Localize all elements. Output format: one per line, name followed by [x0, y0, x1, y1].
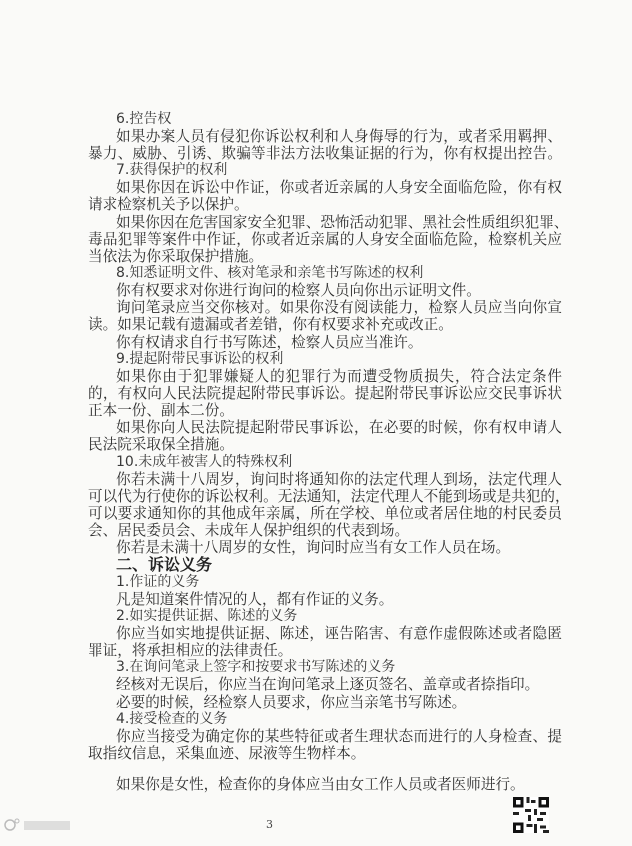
paragraph-line: 如果你是女性，检查你的身体应当由女工作人员或者医师进行。 — [116, 776, 525, 793]
paragraph-line: 如果办案人员有侵犯你诉讼权利和人身侮辱的行为，或者采用羁押、 — [116, 128, 562, 145]
paragraph-line: 可以代为行使你的诉讼权利。无法通知，法定代理人不能到场或是共犯的， — [88, 488, 570, 505]
paragraph-line: 会、居民委员会、未成年人保护组织的代表到场。 — [88, 522, 410, 539]
paragraph-line: 如果你向人民法院提起附带民事诉讼，在必要的时候，你有权申请人 — [116, 419, 562, 436]
chapter-heading: 二、诉讼义务 — [116, 555, 213, 574]
paragraph-line: 你若是未满十八周岁的女性，询问时应当有女工作人员在场。 — [116, 539, 511, 556]
paragraph-line: 必要的时候，经检察人员要求，你应当亲笔书写陈述。 — [116, 694, 467, 711]
paragraph-line: 如果你由于犯罪嫌疑人的犯罪行为而遭受物质损失，符合法定条件 — [116, 368, 562, 385]
paragraph-line: 读。如果记载有遗漏或者差错，你有权要求补充或改正。 — [88, 316, 453, 333]
paragraph-line: 你有权要求对你进行询问的检察人员向你出示证明文件。 — [116, 282, 481, 299]
section-heading: 7.获得保护的权利 — [116, 162, 228, 178]
paragraph-line: 暴力、威胁、引诱、欺骗等非法方法收集证据的行为，你有权提出控告。 — [88, 145, 562, 162]
section-heading: 8.知悉证明文件、核对笔录和亲笔书写陈述的权利 — [116, 265, 424, 281]
paragraph-line: 经核对无误后，你应当在询问笔录上逐页签名、盖章或者捺指印。 — [116, 676, 540, 693]
section-heading: 9.提起附带民事诉讼的权利 — [116, 351, 284, 367]
paragraph-line: 请求检察机关予以保护。 — [88, 196, 249, 213]
section-heading: 1.作证的义务 — [116, 574, 200, 590]
paragraph-line: 你应当接受为确定你的某些特征或者生理状态而进行的人身检查、提 — [116, 728, 562, 745]
qr-code-icon — [513, 797, 549, 833]
paragraph-line: 正本一份、副本二份。 — [88, 402, 234, 419]
paragraph-line: 你有权请求自行书写陈述，检察人员应当准许。 — [116, 334, 423, 351]
page-number: 3 — [266, 818, 273, 831]
paragraph-line: 取指纹信息，采集血迹、尿液等生物样本。 — [88, 745, 366, 762]
paragraph-line: 凡是知道案件情况的人，都有作证的义务。 — [116, 591, 394, 608]
section-heading: 10.未成年被害人的特殊权利 — [116, 454, 293, 470]
paragraph-line: 询问笔录应当交你核对。如果你没有阅读能力，检察人员应当向你宣 — [116, 299, 562, 316]
section-heading: 6.控告权 — [116, 111, 172, 127]
paragraph-line: 如果你因在诉讼中作证，你或者近亲属的人身安全面临危险，你有权 — [116, 179, 562, 196]
paragraph-line: 当依法为你采取保护措施。 — [88, 248, 264, 265]
section-heading: 3.在询问笔录上签字和按要求书写陈述的义务 — [116, 659, 396, 675]
watermark-logo-icon — [4, 817, 74, 833]
paragraph-line: 罪证，将承担相应的法律责任。 — [88, 642, 293, 659]
paragraph-line: 的，有权向人民法院提起附带民事诉讼。提起附带民事诉讼应交民事诉状 — [88, 385, 562, 402]
paragraph-line: 如果你因在危害国家安全犯罪、恐怖活动犯罪、黑社会性质组织犯罪、 — [116, 214, 569, 231]
paragraph-line: 民法院采取保全措施。 — [88, 436, 234, 453]
paragraph-line: 你应当如实地提供证据、陈述，诬告陷害、有意作虚假陈述或者隐匿 — [116, 625, 562, 642]
section-heading: 2.如实提供证据、陈述的义务 — [116, 608, 298, 624]
paragraph-line: 你若未满十八周岁，询问时将通知你的法定代理人到场，法定代理人 — [116, 471, 562, 488]
paragraph-line: 毒品犯罪等案件中作证，你或者近亲属的人身安全面临危险，检察机关应 — [88, 231, 562, 248]
paragraph-line: 可以要求通知你的其他成年亲属，所在学校、单位或者居住地的村民委员 — [88, 505, 562, 522]
section-heading: 4.接受检查的义务 — [116, 711, 228, 727]
